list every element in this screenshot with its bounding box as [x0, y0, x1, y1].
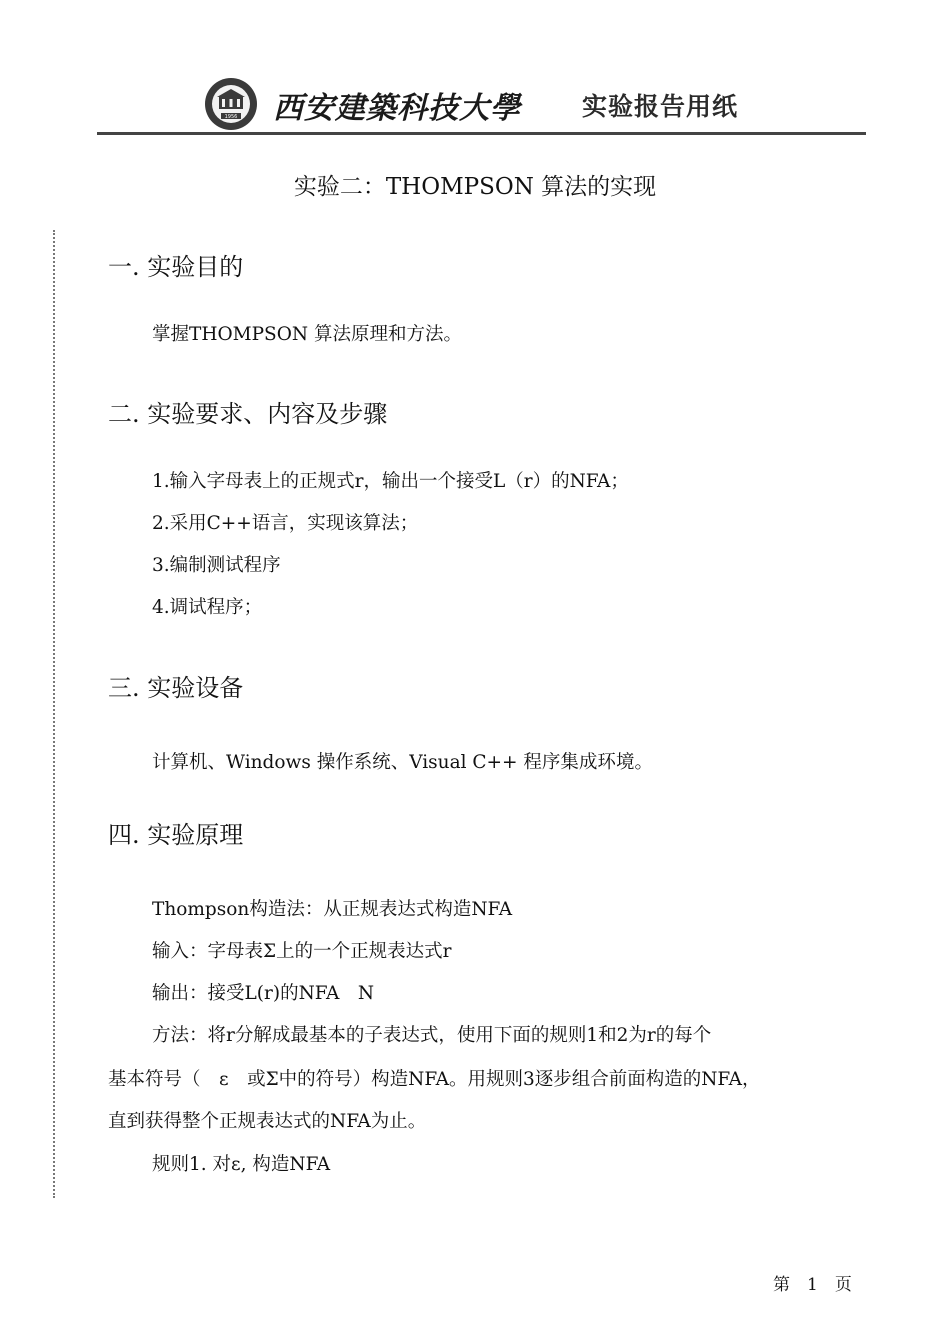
- principle-line: 直到获得整个正规表达式的NFA为止。: [108, 1111, 427, 1132]
- header-divider: [97, 132, 866, 135]
- principle-line: 方法：将r分解成最基本的子表达式，使用下面的规则1和2为r的每个: [152, 1025, 712, 1046]
- requirement-item: 3.编制测试程序: [152, 555, 281, 576]
- page-title: 实验二：THOMPSON 算法的实现: [293, 174, 657, 200]
- principle-line: 输出：接受L(r)的NFA N: [152, 983, 375, 1004]
- principle-line: 规则1. 对ε, 构造NFA: [152, 1154, 331, 1175]
- equipment-text: 计算机、Windows 操作系统、Visual C++ 程序集成环境。: [152, 752, 653, 773]
- purpose-text: 掌握THOMPSON 算法原理和方法。: [152, 324, 462, 345]
- principle-line: 基本符号（ ε 或Σ中的符号）构造NFA。用规则3逐步组合前面构造的NFA，: [108, 1069, 761, 1090]
- principle-line: 输入：字母表Σ上的一个正规表达式r: [152, 941, 452, 962]
- page-number: 第 1 页: [773, 1275, 852, 1295]
- university-name-logo: 西安建築科技大學: [273, 91, 521, 126]
- section-heading-principle: 四. 实验原理: [108, 821, 244, 849]
- section-heading-equipment: 三. 实验设备: [108, 674, 244, 702]
- requirement-item: 1.输入字母表上的正规式r，输出一个接受L（r）的NFA；: [152, 471, 629, 492]
- section-heading-purpose: 一. 实验目的: [108, 253, 244, 281]
- page-header: [0, 0, 950, 140]
- binding-margin-line: [53, 230, 55, 1198]
- requirement-item: 4.调试程序；: [152, 597, 263, 618]
- section-heading-requirements: 二. 实验要求、内容及步骤: [108, 400, 388, 428]
- requirement-item: 2.采用C++语言，实现该算法；: [152, 513, 419, 534]
- seal-year: 1956: [224, 114, 238, 120]
- principle-line: Thompson构造法：从正规表达式构造NFA: [152, 899, 513, 920]
- report-paper-label: 实验报告用纸: [582, 92, 739, 121]
- university-seal-logo: [203, 76, 259, 132]
